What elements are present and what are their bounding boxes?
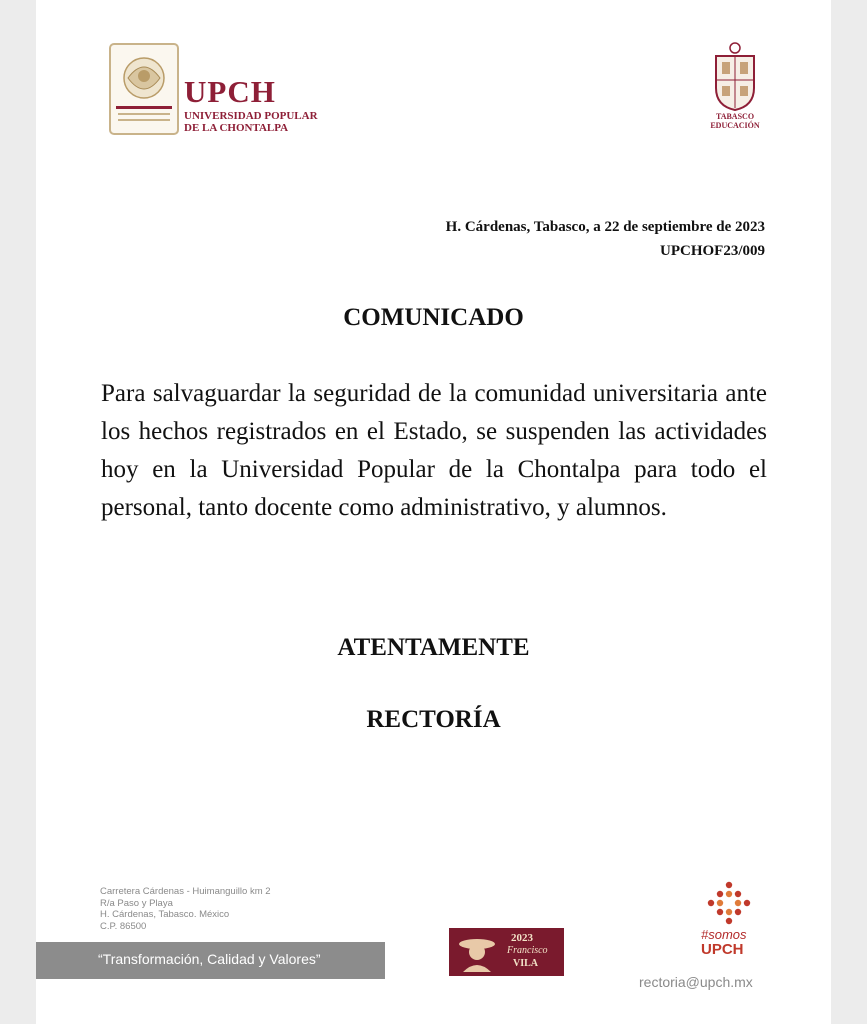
tabasco-shield-icon [712, 42, 758, 112]
letter-folio: UPCHOF23/009 [660, 243, 765, 259]
letter-title: COMUNICADO [343, 304, 524, 331]
vila-portrait-icon [457, 934, 497, 972]
logo-university-name [184, 110, 318, 134]
letter-body: Para salvaguardar la seguridad de la comunidad universitaria ante los hechos registrados en el Estado, se suspenden las actividades hoy en la Universidad Popular de la Chontalpa para todo el personal, tanto docente como administrativo, y alumnos. [101, 380, 767, 521]
address-line3: H. Cárdenas, Tabasco. México [100, 909, 230, 920]
letter-signature: RECTORÍA [366, 706, 501, 733]
tabasco-education-label [699, 112, 771, 130]
somos-upch-label: UPCH [701, 941, 744, 958]
tabasco-label-line1: TABASCO [715, 112, 755, 121]
address-line2: R/a Paso y Playa [100, 897, 173, 909]
document-page [36, 0, 831, 1024]
footer-address [100, 886, 271, 932]
address-line4: C.P. 86500 [100, 920, 147, 932]
upch-crest-logo [108, 42, 180, 136]
footer-email[interactable]: rectoria@upch.mx [639, 974, 753, 990]
logo-name-line2: DE LA CHONTALPA [184, 122, 289, 134]
francisco-vila-badge [449, 928, 564, 976]
logo-acronym: UPCH [184, 74, 276, 109]
vila-name2: VILA [513, 958, 539, 969]
somos-hashtag: #somos [701, 927, 747, 942]
somos-dots-icon [707, 881, 751, 925]
vila-year: 2023 [511, 932, 533, 944]
tabasco-label-line2: EDUCACIÓN [710, 121, 760, 130]
logo-name-line1: UNIVERSIDAD POPULAR [184, 110, 318, 122]
address-line1: Carretera Cárdenas - Huimanguillo km 2 [100, 886, 271, 897]
motto-text: “Transformación, Calidad y Valores” [98, 951, 321, 967]
letter-date: H. Cárdenas, Tabasco, a 22 de septiembre de 2023 [445, 219, 765, 235]
vila-name1: Francisco [507, 945, 548, 956]
letter-closing: ATENTAMENTE [337, 634, 530, 661]
